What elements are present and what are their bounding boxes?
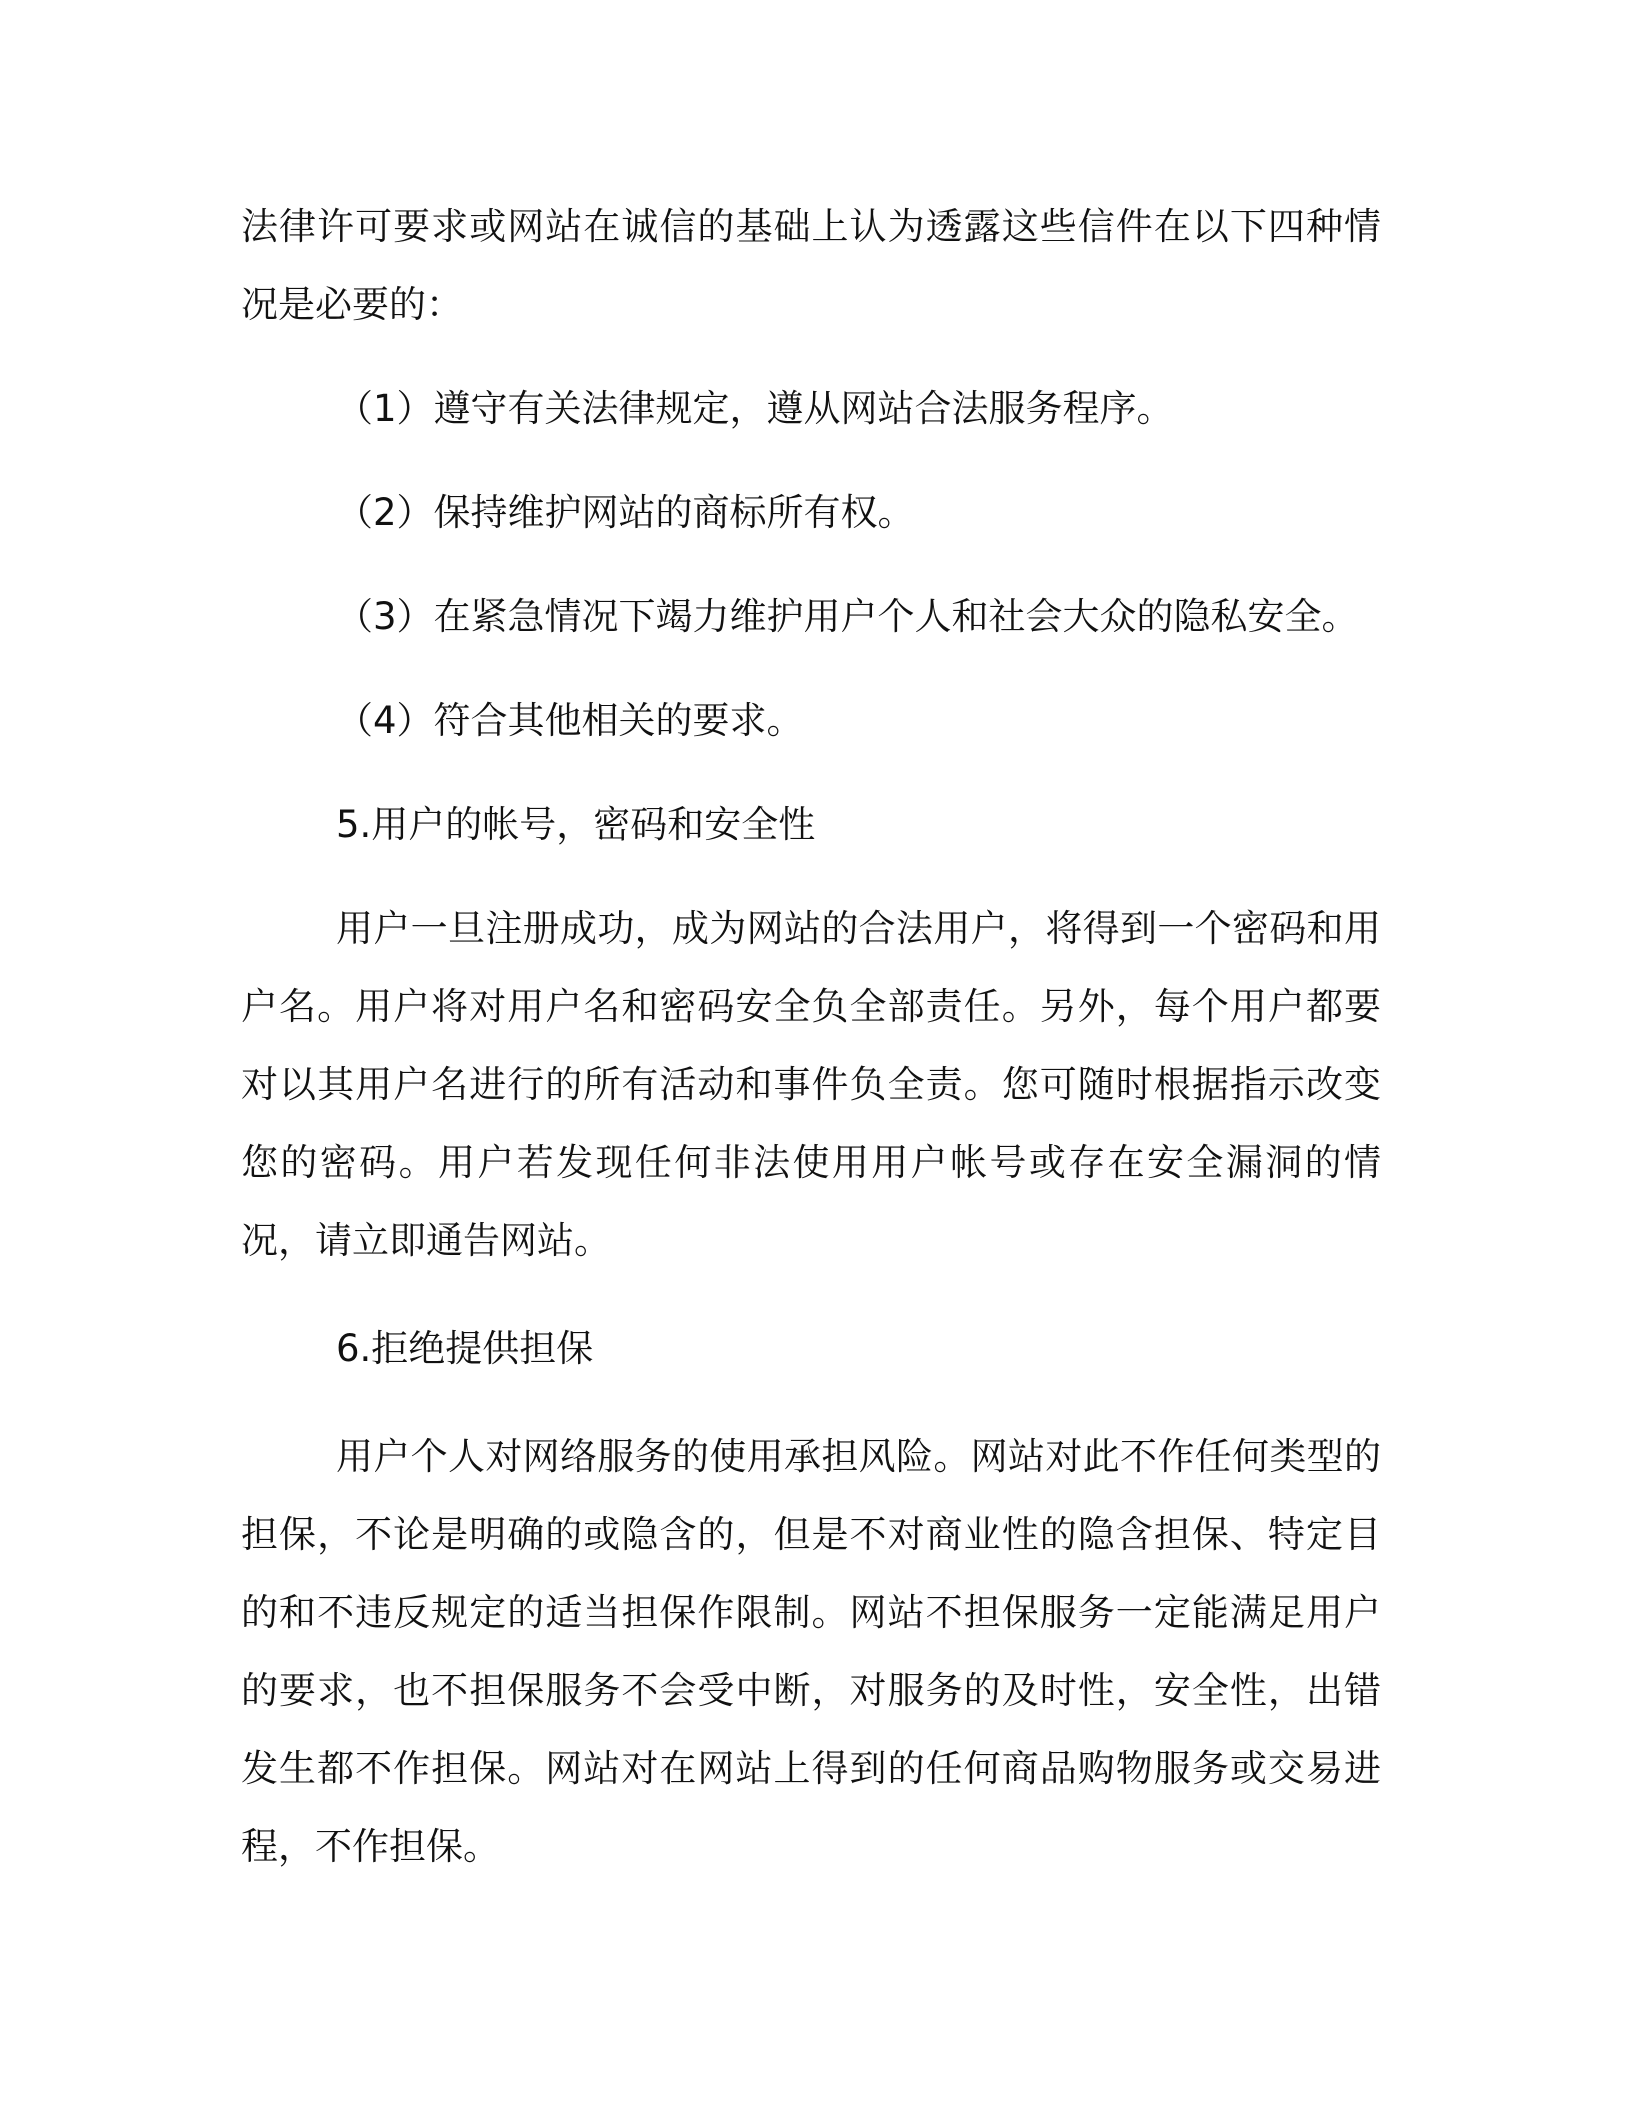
paragraph-warranty-disclaimer: 用户个人对网络服务的使用承担风险。网站对此不作任何类型的担保，不论是明确的或隐含的，但是不对商业性的隐含担保、特定目的和不违反规定的适当担保作限制。网站不担保服务一定能满足用户的要求，也不担保服务不会受中断，对服务的及时性，安全性，出错发生都不作担保。网站对在网站上得到的任何商品购物服务或交易进程，不作担保。 [241,1435,1381,1868]
list-item-4: （4）符合其他相关的要求。 [336,699,804,742]
list-item-1: （1）遵守有关法律规定，遵从网站合法服务程序。 [336,387,1174,430]
document-body [241,188,1381,1886]
list-item-3: （3）在紧急情况下竭力维护用户个人和社会大众的隐私安全。 [336,595,1359,638]
section-heading-5: 5.用户的帐号，密码和安全性 [336,803,816,846]
list-item-2: （2）保持维护网站的商标所有权。 [336,491,915,534]
paragraph-account-security: 用户一旦注册成功，成为网站的合法用户，将得到一个密码和用户名。用户将对用户名和密码安全负全部责任。另外，每个用户都要对以其用户名进行的所有活动和事件负全责。您可随时根据指示改变您的密码。用户若发现任何非法使用用户帐号或存在安全漏洞的情况，请立即通告网站。 [241,907,1381,1262]
section-heading-6: 6.拒绝提供担保 [336,1327,594,1370]
paragraph-disclosure-conditions: 法律许可要求或网站在诚信的基础上认为透露这些信件在以下四种情况是必要的： [241,205,1381,326]
